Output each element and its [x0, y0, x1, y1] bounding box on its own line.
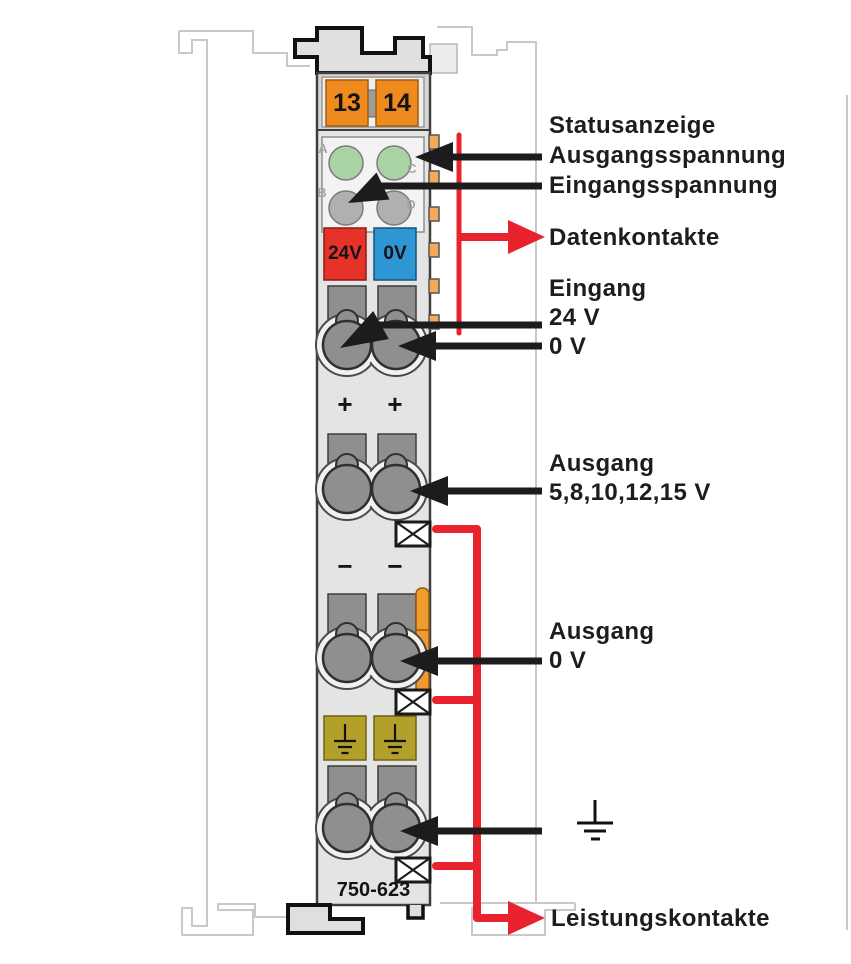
- terminal-24v-label: 24V: [328, 243, 362, 264]
- status-annotation: [549, 111, 786, 201]
- output1-line-1: Ausgang: [549, 450, 655, 477]
- led-label-a: A: [318, 140, 328, 156]
- terminal-13-label: 13: [333, 88, 361, 117]
- input-line-2: 24 V: [549, 304, 600, 331]
- side-flange: [430, 44, 457, 73]
- led-label-d: D: [406, 196, 416, 212]
- input-line-3: 0 V: [549, 333, 587, 360]
- input-annotation: [549, 274, 646, 361]
- bottom-foot-notch: [408, 905, 423, 918]
- top-clip: [295, 28, 430, 73]
- earth-ground-icon: [577, 800, 613, 839]
- plus-terminal-label: +: [387, 388, 403, 419]
- output2-line-2: 0 V: [549, 647, 587, 674]
- status-line-1: Statusanzeige: [549, 112, 716, 139]
- status-line-3: Eingangsspannung: [549, 172, 779, 199]
- power-contacts-arrowhead: [508, 901, 545, 935]
- input-line-1: Eingang: [549, 275, 647, 302]
- power-contacts-label: Leistungskontakte: [551, 905, 770, 932]
- data-contacts-marker: [459, 135, 508, 333]
- minus-terminal-label: −: [337, 551, 353, 581]
- output2-annotation: [549, 617, 654, 675]
- output1-annotation: [549, 449, 711, 507]
- led-a-green: [329, 146, 363, 180]
- power-contacts-marker: [436, 529, 508, 918]
- minus-terminal-label: −: [387, 551, 403, 581]
- led-label-c: C: [407, 160, 417, 176]
- bottom-foot: [288, 905, 363, 933]
- data-contacts-arrowhead: [508, 220, 545, 254]
- plus-terminal-label: +: [337, 388, 353, 419]
- output1-line-2: 5,8,10,12,15 V: [549, 479, 711, 506]
- output2-line-1: Ausgang: [549, 618, 655, 645]
- status-line-2: Ausgangsspannung: [549, 142, 787, 169]
- led-label-b: B: [317, 184, 327, 200]
- terminal-0v-label: 0V: [383, 243, 407, 264]
- terminal-14-label: 14: [383, 88, 411, 117]
- data-contacts-label: Datenkontakte: [549, 224, 720, 251]
- model-number: 750-623: [336, 878, 411, 901]
